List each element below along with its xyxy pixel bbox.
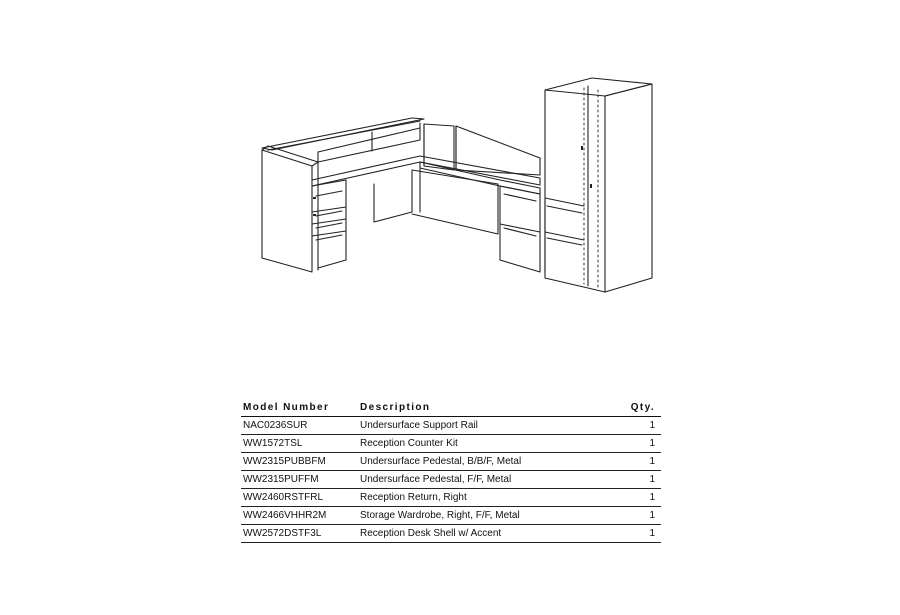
center-modesty: [374, 170, 412, 222]
table-row: [241, 507, 661, 525]
model-number-cell: WW2315PUBBFM: [241, 453, 358, 471]
qty-cell: 1: [622, 525, 661, 543]
description-cell: Reception Desk Shell w/ Accent: [358, 525, 622, 543]
qty-cell: 1: [622, 453, 661, 471]
qty-cell: 1: [622, 435, 661, 453]
model-number-cell: WW2572DSTF3L: [241, 525, 358, 543]
description-cell: Storage Wardrobe, Right, F/F, Metal: [358, 507, 622, 525]
qty-cell: 1: [622, 417, 661, 435]
counter-top: [262, 118, 424, 150]
description-cell: Undersurface Support Rail: [358, 417, 622, 435]
header-qty: Qty.: [622, 399, 661, 417]
header-model-number: Model Number: [241, 399, 358, 417]
model-number-cell: WW2315PUFFM: [241, 471, 358, 489]
description-cell: Reception Return, Right: [358, 489, 622, 507]
table-row: [241, 525, 661, 543]
wardrobe-front: [545, 90, 605, 292]
header-description: Description: [358, 399, 622, 417]
counter-front: [318, 123, 420, 162]
table-row: [241, 471, 661, 489]
left-end-panel: [262, 150, 312, 272]
table-row: [241, 417, 661, 435]
table-row: [241, 435, 661, 453]
qty-cell: 1: [622, 489, 661, 507]
description-cell: Undersurface Pedestal, B/B/F, Metal: [358, 453, 622, 471]
table-row: [241, 489, 661, 507]
wardrobe-side: [605, 84, 652, 292]
model-number-cell: WW1572TSL: [241, 435, 358, 453]
model-number-cell: WW2460RSTFRL: [241, 489, 358, 507]
description-cell: Reception Counter Kit: [358, 435, 622, 453]
table-header-row: [241, 399, 661, 417]
wardrobe-top: [545, 78, 652, 96]
model-number-cell: WW2466VHHR2M: [241, 507, 358, 525]
description-cell: Undersurface Pedestal, F/F, Metal: [358, 471, 622, 489]
parts-table: [241, 399, 661, 543]
table-row: [241, 453, 661, 471]
back-panel-right: [456, 126, 540, 175]
model-number-cell: NAC0236SUR: [241, 417, 358, 435]
qty-cell: 1: [622, 507, 661, 525]
qty-cell: 1: [622, 471, 661, 489]
